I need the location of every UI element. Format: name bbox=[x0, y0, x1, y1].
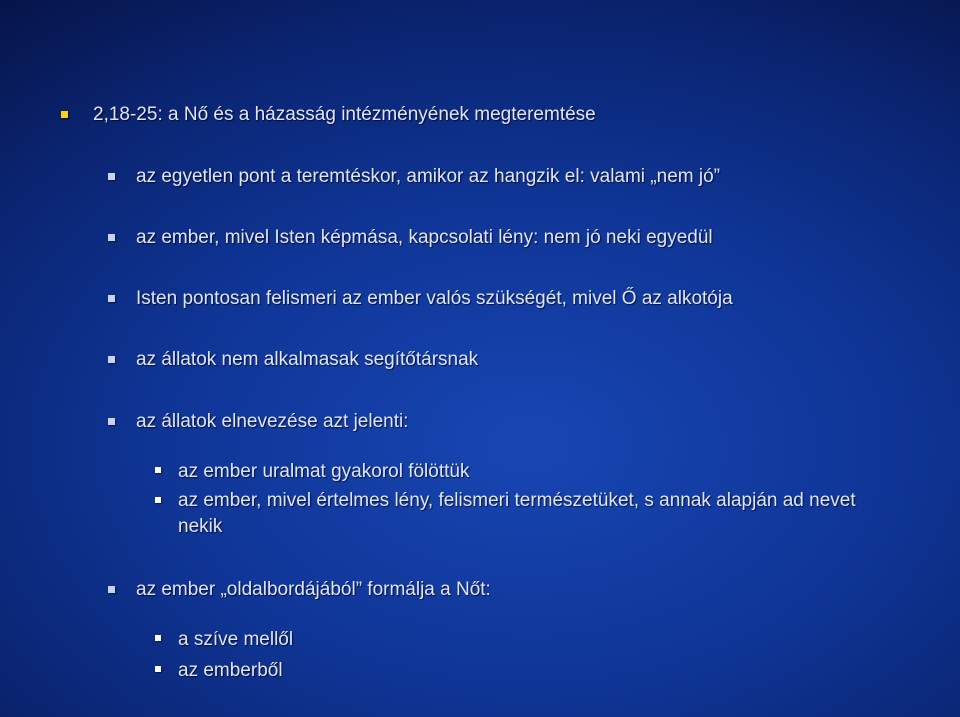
point-rib: az ember „oldalbordájából” formálja a Nőt: bbox=[136, 579, 491, 600]
subpoint-recognizes-nature: az ember, mivel értelmes lény, felismeri természetüket, s annak alapján ad nevet nekik bbox=[178, 490, 856, 537]
bullet-icon bbox=[108, 234, 115, 241]
point-god-recognizes-need: Isten pontosan felismeri az ember valós szükségét, mivel Ő az alkotója bbox=[136, 288, 733, 309]
bullet-icon bbox=[108, 586, 115, 593]
sub-bullet-icon bbox=[155, 635, 161, 641]
title-bullet-icon bbox=[61, 111, 68, 118]
point-naming-animals: az állatok elnevezése azt jelenti: bbox=[136, 411, 409, 432]
point-not-good: az egyetlen pont a teremtéskor, amikor az hangzik el: valami „nem jó” bbox=[136, 166, 720, 187]
subpoint-from-man: az emberből bbox=[178, 660, 283, 681]
point-animals-not-suitable: az állatok nem alkalmasak segítőtársnak bbox=[136, 349, 479, 370]
point-relational-being: az ember, mivel Isten képmása, kapcsolati lény: nem jó neki egyedül bbox=[136, 227, 713, 248]
bullet-icon bbox=[108, 418, 115, 425]
sub-bullet-icon bbox=[155, 666, 161, 672]
slide-title: 2,18-25: a Nő és a házasság intézményének megteremtése bbox=[93, 104, 596, 125]
bullet-icon bbox=[108, 356, 115, 363]
bullet-icon bbox=[108, 295, 115, 302]
sub-bullet-icon bbox=[155, 497, 161, 503]
sub-bullet-icon bbox=[155, 467, 161, 473]
subpoint-beside-heart: a szíve mellől bbox=[178, 629, 294, 650]
subpoint-dominion: az ember uralmat gyakorol fölöttük bbox=[178, 461, 470, 482]
bullet-icon bbox=[108, 173, 115, 180]
